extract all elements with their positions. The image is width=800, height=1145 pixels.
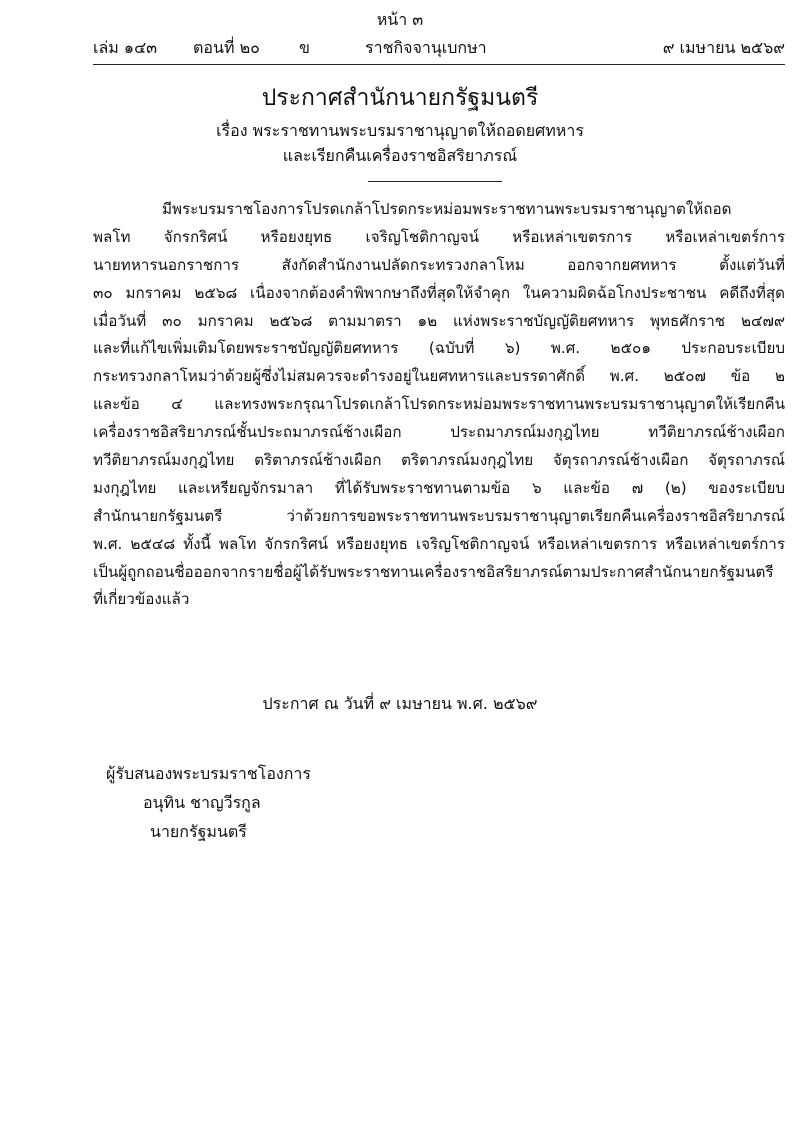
header-volume: เล่ม ๑๔๓ <box>93 38 158 57</box>
signatory-name: อนุทิน ชาญวีรกูล <box>143 793 261 812</box>
signatory-position: นายกรัฐมนตรี <box>150 822 247 841</box>
body-line: เป็นผู้ถูกถอนชื่อออกจากรายชื่อผู้ได้รับพระราชทานเครื่องราชอิสริยาภรณ์ตามประกาศสำนักนายกรัฐมนตรี <box>93 562 774 581</box>
body-line: พลโท จักรกริศน์ หรือยงยุทธ เจริญโชติกาญจน์ หรือเหล่าเขตรการ หรือเหล่าเขตร์การ <box>93 227 785 246</box>
body-line: และข้อ ๔ และทรงพระกรุณาโปรดเกล้าโปรดกระหม่อมพระราชทานพระบรมราชานุญาตให้เรียกคืน <box>93 395 785 414</box>
body-line: เครื่องราชอิสริยาภรณ์ชั้นประถมาภรณ์ช้างเผือก ประถมาภรณ์มงกุฎไทย ทวีติยาภรณ์ช้างเผือก <box>93 423 785 442</box>
body-line: พ.ศ. ๒๕๔๘ ทั้งนี้ พลโท จักรกริศน์ หรือยงยุทธ เจริญโชติกาญจน์ หรือเหล่าเขตรการ หรือเหล่าเขตร์การ <box>93 534 785 553</box>
body-line: นายทหารนอกราชการ สังกัดสำนักงานปลัดกระทรวงกลาโหม ออกจากยศทหาร ตั้งแต่วันที่ <box>93 255 785 274</box>
subject-divider <box>368 181 502 182</box>
body-line: มีพระบรมราชโองการโปรดเกล้าโปรดกระหม่อมพระราชทานพระบรมราชานุญาตให้ถอด <box>162 200 732 218</box>
header-gazette-name: ราชกิจจานุเบกษา <box>365 38 487 57</box>
body-line: เมื่อวันที่ ๓๐ มกราคม ๒๕๖๘ ตามมาตรา ๑๒ แห่งพระราชบัญญัติยศทหาร พุทธศักราช ๒๔๗๙ <box>93 311 785 330</box>
body-line: ๓๐ มกราคม ๒๕๖๘ เนื่องจากต้องคำพิพากษาถึงที่สุดให้จำคุก ในความผิดฉ้อโกงประชาชน คดีถึงที่สุด <box>93 283 785 302</box>
proclaimed-date: ประกาศ ณ วันที่ ๙ เมษายน พ.ศ. ๒๕๖๙ <box>262 694 538 713</box>
body-line: ที่เกี่ยวข้องแล้ว <box>93 590 190 609</box>
page-number: หน้า ๓ <box>376 10 424 29</box>
body-line: สำนักนายกรัฐมนตรี ว่าด้วยการขอพระราชทานพระบรมราชานุญาตเรียกคืนเครื่องราชอิสริยาภรณ์ <box>93 506 785 525</box>
subject-line: และเรียกคืนเครื่องราชอิสริยาภรณ์ <box>282 146 518 165</box>
body-line: กระทรวงกลาโหมว่าด้วยผู้ซึ่งไม่สมควรจะดำรงอยู่ในยศทหารและบรรดาศักดิ์ พ.ศ. ๒๕๐๗ ข้อ ๒ <box>93 367 785 386</box>
header-part: ข <box>299 38 310 57</box>
body-line: และที่แก้ไขเพิ่มเติมโดยพระราชบัญญัติยศทหาร (ฉบับที่ ๖) พ.ศ. ๒๕๐๑ ประกอบระเบียบ <box>93 339 785 358</box>
header-section: ตอนที่ ๒๐ <box>193 38 260 57</box>
announcement-subject <box>0 118 800 168</box>
countersign-label: ผู้รับสนองพระบรมราชโองการ <box>106 764 311 783</box>
header-date: ๙ เมษายน ๒๕๖๙ <box>662 38 785 57</box>
announcement-body <box>93 196 785 614</box>
body-line: ทวีติยาภรณ์มงกุฎไทย ตริตาภรณ์ช้างเผือก ตริตาภรณ์มงกุฎไทย จัตุรถาภรณ์ช้างเผือก จัตุรถาภรณ์ <box>93 451 785 470</box>
announcement-title: ประกาศสำนักนายกรัฐมนตรี <box>261 85 539 111</box>
subject-line: เรื่อง พระราชทานพระบรมราชานุญาตให้ถอดยศทหาร <box>216 121 584 140</box>
gazette-header <box>93 34 785 65</box>
body-line: มงกุฎไทย และเหรียญจักรมาลา ที่ได้รับพระราชทานตามข้อ ๖ และข้อ ๗ (๒) ของระเบียบ <box>93 478 785 497</box>
